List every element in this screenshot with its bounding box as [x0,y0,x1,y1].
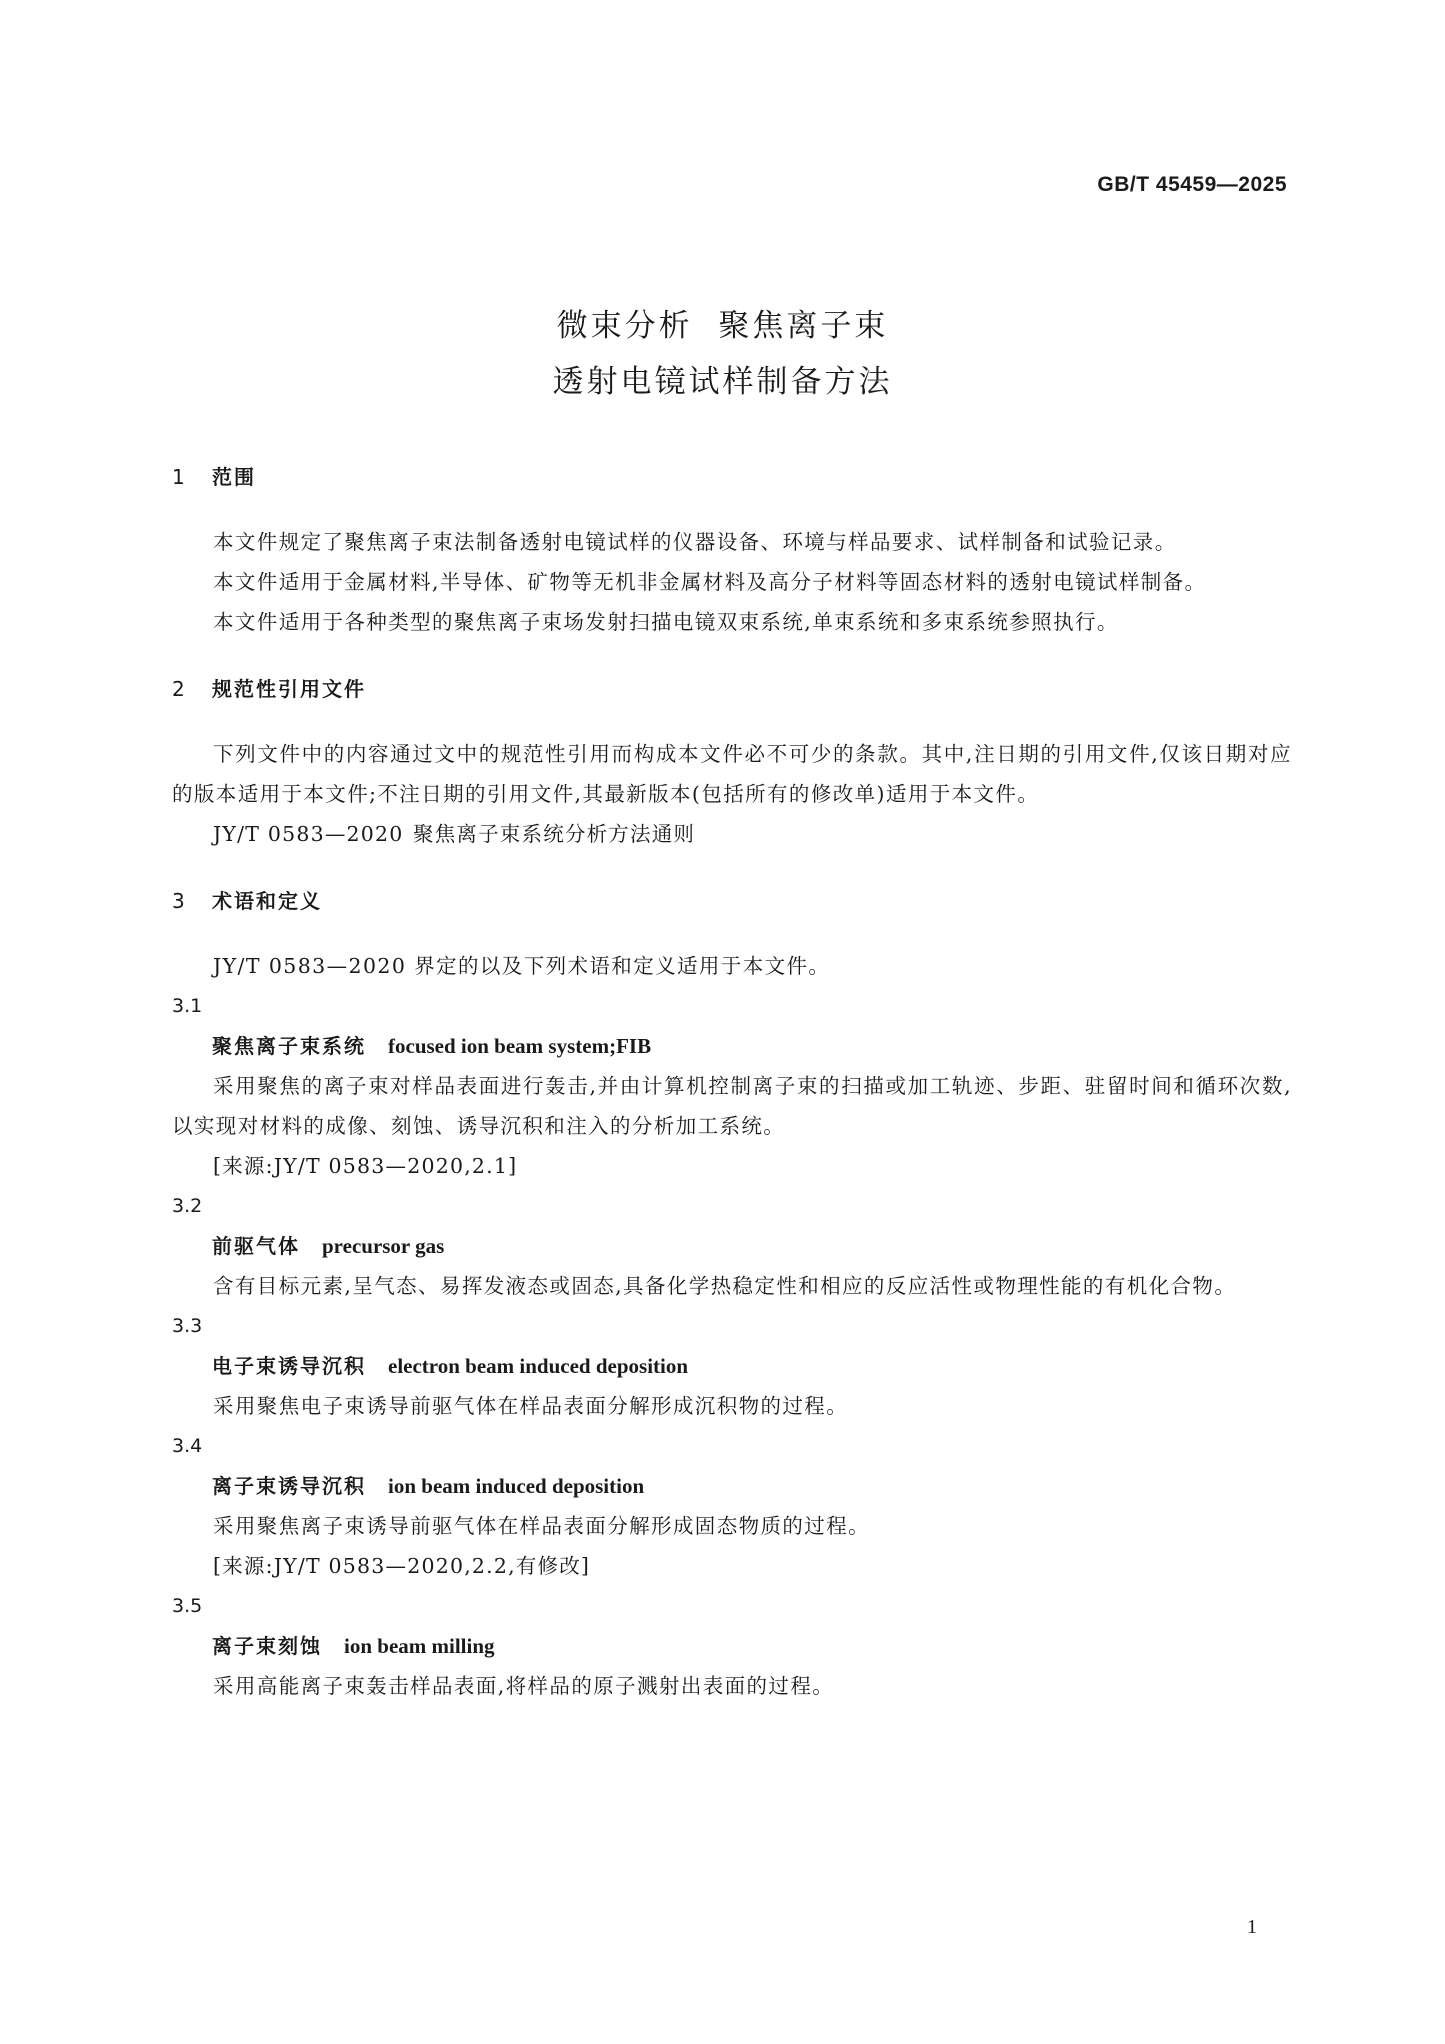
term-definition: 含有目标元素,呈气态、易挥发液态或固态,具备化学热稳定性和相应的反应活性或物理性能的有机化合物。 [213,1274,1237,1298]
term-heading [172,1466,1292,1506]
term-zh: 聚焦离子束系统 [212,1034,366,1058]
paragraph: 本文件适用于金属材料,半导体、矿物等无机非金属材料及高分子材料等固态材料的透射电镜试样制备。 [213,570,1207,594]
term-number: 3.1 [172,995,203,1017]
section-heading-scope [172,462,1292,492]
paragraph: 下列文件中的内容通过文中的规范性引用而构成本文件必不可少的条款。其中,注日期的引用文件,仅该日期对应的版本适用于本文件;不注日期的引用文件,其最新版本(包括所有的修改单)适用于本文件。 [172,742,1292,806]
title-line-2: 透射电镜试样制备方法 [552,364,893,400]
section-number: 3 [172,889,187,913]
term-zh: 前驱气体 [212,1234,300,1258]
reference-entry [172,814,1292,854]
term-zh: 离子束诱导沉积 [212,1474,366,1498]
section-title: 范围 [212,465,256,489]
term-heading [172,1626,1292,1666]
term-en: ion beam induced deposition [388,1474,645,1498]
term-definition: 采用聚焦电子束诱导前驱气体在样品表面分解形成沉积物的过程。 [213,1394,849,1418]
standard-code: GB/T 45459—2025 [1097,173,1287,196]
terms-intro: JY/T 0583—2020 界定的以及下列术语和定义适用于本文件。 [213,954,831,978]
term-definition: 采用高能离子束轰击样品表面,将样品的原子溅射出表面的过程。 [213,1674,835,1698]
section-title: 术语和定义 [212,889,322,913]
term-number: 3.3 [172,1315,203,1337]
reference-title: 聚焦离子束系统分析方法通则 [413,822,696,846]
term-en: precursor gas [322,1234,445,1258]
term-en: focused ion beam system;FIB [388,1034,652,1058]
section-number: 2 [172,677,187,701]
term-number: 3.2 [172,1195,203,1217]
term-heading [172,1346,1292,1386]
term-heading [172,1226,1292,1266]
term-number: 3.5 [172,1595,203,1617]
reference-code: JY/T 0583—2020 [213,822,404,846]
title-line-1: 微束分析 聚焦离子束 [556,308,889,344]
term-definition: 采用聚焦的离子束对样品表面进行轰击,并由计算机控制离子束的扫描或加工轨迹、步距、驻留时间和循环次数,以实现对材料的成像、刻蚀、诱导沉积和注入的分析加工系统。 [172,1074,1292,1138]
page-number: 1 [1247,1916,1257,1938]
paragraph: 本文件适用于各种类型的聚焦离子束场发射扫描电镜双束系统,单束系统和多束系统参照执行。 [213,610,1119,634]
section-heading-terms-definitions [172,886,1292,916]
term-zh: 离子束刻蚀 [212,1634,322,1658]
term-source: [来源:JY/T 0583—2020,2.2,有修改] [213,1554,591,1578]
term-zh: 电子束诱导沉积 [212,1354,366,1378]
term-heading [172,1026,1292,1066]
document-title [0,298,1445,410]
section-title: 规范性引用文件 [212,677,366,701]
document-body [172,462,1292,1706]
term-en: ion beam milling [344,1634,495,1658]
term-en: electron beam induced deposition [388,1354,689,1378]
section-heading-normative-references [172,674,1292,704]
paragraph: 本文件规定了聚焦离子束法制备透射电镜试样的仪器设备、环境与样品要求、试样制备和试验记录。 [213,530,1177,554]
term-definition: 采用聚焦离子束诱导前驱气体在样品表面分解形成固态物质的过程。 [213,1514,870,1538]
term-number: 3.4 [172,1435,203,1457]
term-source: [来源:JY/T 0583—2020,2.1] [213,1154,518,1178]
section-number: 1 [172,465,187,489]
